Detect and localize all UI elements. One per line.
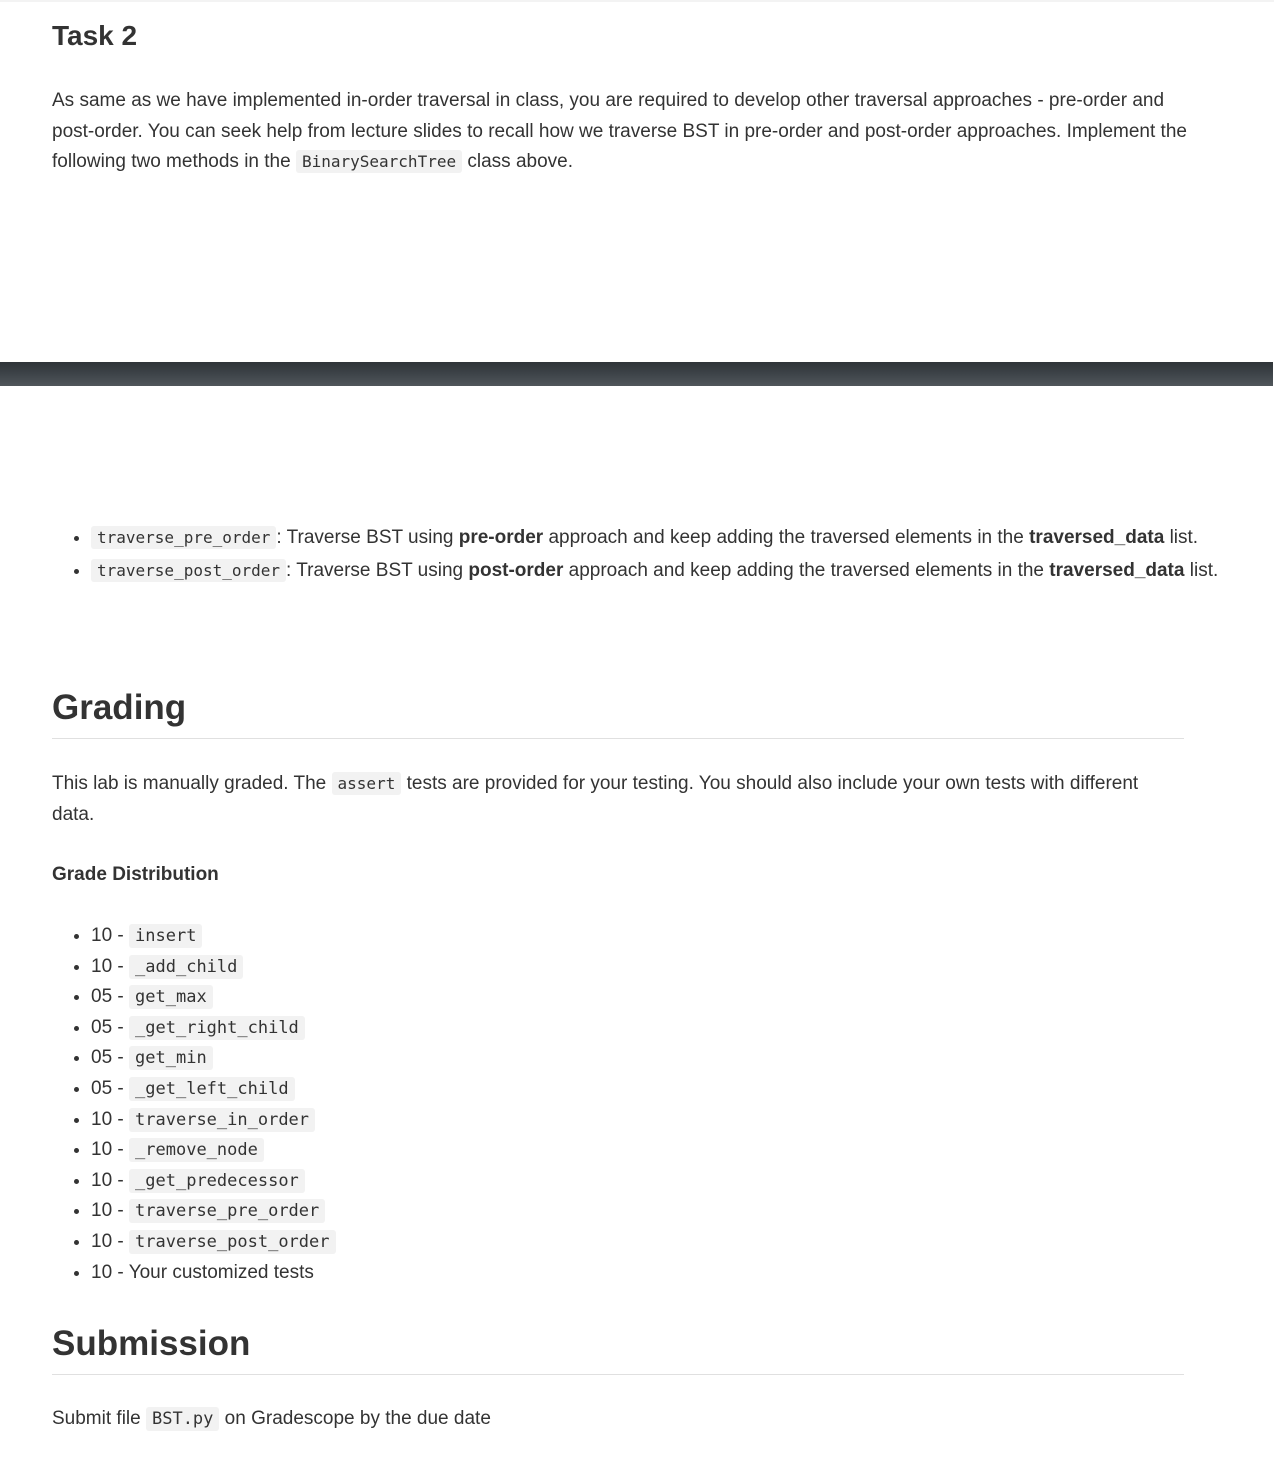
inline-code-assert: assert (332, 772, 402, 795)
list-item-traverse-post-order (91, 555, 1223, 588)
inline-code-method: traverse_in_order (129, 1108, 315, 1132)
grade-points: 10 - (91, 1139, 130, 1161)
submission-paragraph (52, 1404, 491, 1434)
inline-code-method: _get_left_child (129, 1077, 295, 1101)
list-item (91, 1043, 336, 1074)
submission-text-end: on Gradescope by the due date (219, 1408, 491, 1429)
grade-item-text: Your customized tests (128, 1261, 314, 1283)
method-target-list: traversed_data (1049, 559, 1185, 581)
method-description: : Traverse BST using (276, 527, 459, 548)
grade-distribution-heading: Grade Distribution (52, 864, 219, 885)
method-description: approach and keep adding the traversed elements in the (563, 559, 1050, 581)
method-description: list. (1184, 559, 1219, 581)
inline-code-method: traverse_post_order (91, 559, 286, 582)
task-intro-text: As same as we have implemented in-order traversal in class, you are required to develop other traversal approaches - pre-order and post-order. You can seek help from lecture slides to recall how we traverse BST in pre-order and post-order approaches. Implement the following two methods in the (52, 90, 1187, 172)
grade-points: 10 - (91, 1108, 130, 1130)
grade-points: 10 - (91, 1230, 130, 1252)
list-item (91, 1196, 336, 1227)
task-title: Task 2 (52, 20, 138, 51)
list-item (91, 952, 336, 983)
grade-points: 05 - (91, 1047, 130, 1069)
task-intro-text-end: class above. (462, 151, 573, 172)
method-target-list: traversed_data (1029, 527, 1165, 548)
page-break-divider (0, 362, 1273, 386)
inline-code-method: traverse_pre_order (91, 526, 276, 549)
inline-code-method: get_min (129, 1046, 213, 1070)
grade-points: 10 - (91, 955, 130, 977)
submission-heading: Submission (52, 1322, 1184, 1375)
inline-code-method: _add_child (129, 955, 243, 979)
grade-distribution-list (52, 921, 336, 1288)
method-approach: pre-order (458, 527, 544, 548)
inline-code-binarysearchtree: BinarySearchTree (296, 150, 462, 173)
inline-code-method: _get_right_child (129, 1016, 305, 1040)
grade-points: 10 - (91, 1200, 130, 1222)
method-description: approach and keep adding the traversed elements in the (543, 527, 1030, 548)
inline-code-method: _get_predecessor (129, 1169, 305, 1193)
list-item (91, 1227, 336, 1258)
method-description: list. (1164, 527, 1199, 548)
grading-text: This lab is manually graded. The (52, 773, 332, 794)
grading-text-end: tests are provided for your testing. You should also include your own tests with different data. (52, 773, 1139, 825)
grade-points: 05 - (91, 986, 130, 1008)
list-item (91, 982, 336, 1013)
grading-heading: Grading (52, 686, 1184, 739)
list-item (91, 1135, 336, 1166)
list-item (91, 1258, 336, 1289)
grade-points: 05 - (91, 1016, 130, 1038)
grade-points: 10 - (91, 1261, 129, 1283)
inline-code-filename: BST.py (146, 1407, 219, 1431)
inline-code-method: get_max (129, 985, 213, 1009)
page-top-edge (0, 0, 1274, 2)
inline-code-method: traverse_post_order (129, 1230, 335, 1254)
list-item (91, 1074, 336, 1105)
list-item (91, 1013, 336, 1044)
method-approach: post-order (468, 559, 564, 581)
grade-points: 05 - (91, 1077, 130, 1099)
method-list (52, 522, 1223, 587)
list-item-traverse-pre-order (91, 522, 1223, 555)
task-intro-paragraph (52, 86, 1192, 178)
inline-code-method: traverse_pre_order (129, 1199, 325, 1223)
inline-code-method: _remove_node (129, 1138, 264, 1162)
list-item (91, 1166, 336, 1197)
grading-paragraph (52, 768, 1184, 830)
inline-code-method: insert (129, 924, 202, 948)
list-item (91, 921, 336, 952)
grade-points: 10 - (91, 925, 130, 946)
grade-points: 10 - (91, 1169, 130, 1191)
submission-text: Submit file (52, 1408, 146, 1429)
method-description: : Traverse BST using (286, 559, 469, 581)
list-item (91, 1105, 336, 1136)
